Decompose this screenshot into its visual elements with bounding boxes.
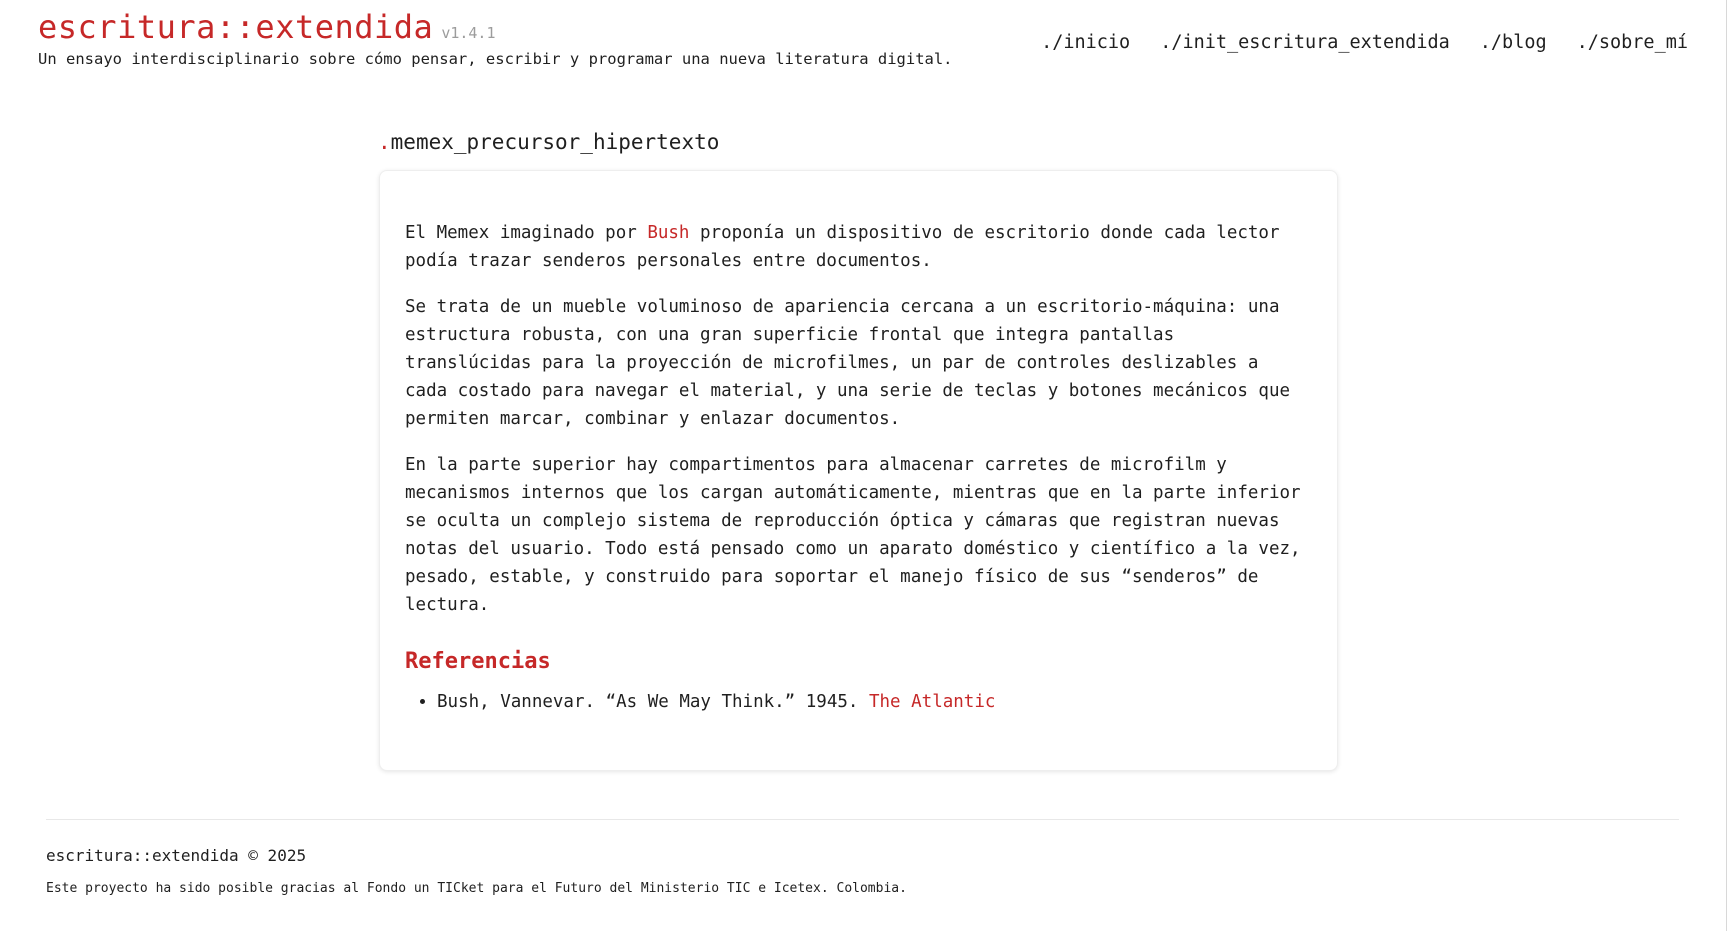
post-title-text: memex_precursor_hipertexto bbox=[390, 130, 720, 154]
reference-item bbox=[437, 688, 1311, 716]
the-atlantic-link[interactable]: The Atlantic bbox=[868, 692, 996, 712]
nav-link-inicio[interactable]: ./inicio bbox=[1041, 32, 1131, 53]
footer-copyright: escritura::extendida © 2025 bbox=[46, 846, 307, 865]
nav-link-init-escritura-extendida[interactable]: ./init_escritura_extendida bbox=[1160, 32, 1450, 53]
site-footer bbox=[46, 819, 1679, 896]
site-tagline: Un ensayo interdisciplinario sobre cómo pensar, escribir y programar una nueva literatura digital. bbox=[38, 50, 953, 68]
nav-link-blog[interactable]: ./blog bbox=[1479, 32, 1547, 53]
site-header bbox=[38, 8, 1688, 68]
references-list bbox=[405, 688, 1311, 716]
post-card bbox=[379, 170, 1338, 771]
post-title bbox=[378, 130, 719, 154]
nav-link-sobre-mi[interactable]: ./sobre_mí bbox=[1576, 32, 1688, 53]
footer-note: Este proyecto ha sido posible gracias al Fondo un TICket para el Futuro del Ministerio TIC e Icetex. Colombia. bbox=[46, 881, 907, 896]
paragraph-1-start: El Memex imaginado por bbox=[405, 223, 648, 243]
site-brand-link[interactable]: escritura::extendida bbox=[38, 8, 434, 46]
paragraph-1-end: proponía un dispositivo de escritorio donde cada lector podía trazar senderos personales entre documentos. bbox=[405, 223, 1280, 271]
paragraph-3: En la parte superior hay compartimentos para almacenar carretes de microfilm y mecanismos internos que los cargan automáticamente, mientras que en la parte inferior se oculta un complejo sistema de reproducción óptica y cámaras que registran nuevas notas del usuario. Todo está pensado como un aparato doméstico y científico a la vez, pesado, estable, y construido para soportar el manejo físico de sus “senderos” de lectura. bbox=[405, 455, 1301, 615]
post-title-dot: . bbox=[378, 130, 391, 154]
main-nav bbox=[1041, 32, 1688, 53]
reference-text: Bush, Vannevar. “As We May Think.” 1945. bbox=[437, 692, 869, 712]
bush-link[interactable]: Bush bbox=[647, 223, 690, 243]
references-heading: Referencias bbox=[405, 649, 551, 674]
paragraph-1 bbox=[405, 219, 1311, 275]
paragraph-2: Se trata de un mueble voluminoso de apariencia cercana a un escritorio-máquina: una estructura robusta, con una gran superficie frontal que integra pantallas translúcidas para la proyección de microfilmes, un par de controles deslizables a cada costado para navegar el material, y una serie de teclas y botones mecánicos que permiten marcar, combinar y enlazar documentos. bbox=[405, 297, 1291, 429]
version-label: v1.4.1 bbox=[441, 24, 496, 42]
